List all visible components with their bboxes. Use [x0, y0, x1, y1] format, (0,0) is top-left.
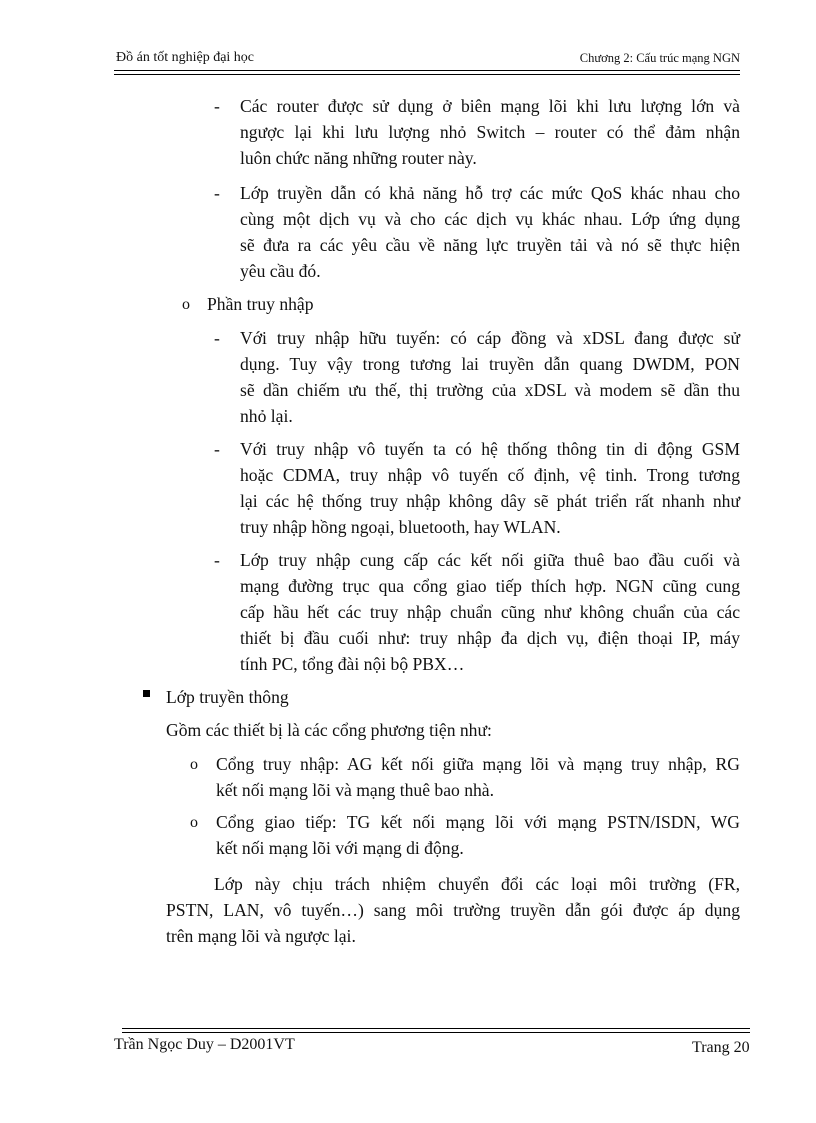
text-line: cấp hầu hết các truy nhập chuẩn cũng như không chuẩn của các [240, 602, 740, 622]
text-line: truy nhập hồng ngoại, bluetooth, hay WLAN. [240, 517, 561, 537]
section-heading-media: Lớp truyền thông [166, 687, 289, 707]
text-line: Các router được sử dụng ở biên mạng lõi khi lưu lượng lớn và [240, 96, 740, 116]
text-line: lại các hệ thống truy nhập không dây sẽ phát triển rất nhanh như [240, 491, 740, 511]
text-line: nhỏ lại. [240, 406, 293, 426]
dash-bullet: - [214, 439, 220, 459]
text-line: PSTN, LAN, vô tuyến…) sang môi trường truyền dẫn gói được áp dụng [166, 900, 740, 920]
text-line: Cổng giao tiếp: TG kết nối mạng lõi với mạng PSTN/ISDN, WG [216, 812, 740, 832]
text-line: thiết bị đầu cuối như: truy nhập đa dịch vụ, điện thoại IP, máy [240, 628, 740, 648]
text-line: luôn chức năng những router này. [240, 148, 477, 168]
footer-divider [122, 1028, 750, 1033]
header-document-title: Đồ án tốt nghiệp đại học [116, 50, 255, 65]
text-line: Với truy nhập vô tuyến ta có hệ thống thông tin di động GSM [240, 439, 740, 459]
header-divider [114, 70, 740, 75]
text-line: cùng một dịch vụ và cho các dịch vụ khác nhau. Lớp ứng dụng [240, 209, 740, 229]
text-line: ngược lại khi lưu lượng nhỏ Switch – router có thể đảm nhận [240, 122, 740, 142]
footer-page-number: Trang 20 [692, 1039, 750, 1056]
text-line: Với truy nhập hữu tuyến: có cáp đồng và xDSL đang được sử [240, 328, 740, 348]
text-line: Lớp này chịu trách nhiệm chuyển đổi các loại môi trường (FR, [214, 874, 740, 894]
header-chapter-title: Chương 2: Cấu trúc mạng NGN [579, 51, 740, 65]
square-bullet-icon [143, 690, 150, 697]
circle-bullet-icon: o [190, 756, 198, 773]
circle-bullet-icon: o [190, 814, 198, 831]
text-line: Lớp truy nhập cung cấp các kết nối giữa thuê bao đầu cuối và [240, 550, 740, 570]
text-line: Lớp truyền dẫn có khả năng hỗ trợ các mức QoS khác nhau cho [240, 183, 740, 203]
section-heading-access: Phần truy nhập [207, 294, 314, 314]
text-line: yêu cầu đó. [240, 261, 321, 281]
text-line: hoặc CDMA, truy nhập vô tuyến cố định, vệ tinh. Trong tương [240, 465, 740, 485]
circle-bullet-icon: o [182, 296, 190, 313]
media-intro: Gồm các thiết bị là các cổng phương tiện như: [166, 720, 492, 740]
dash-bullet: - [214, 550, 220, 570]
text-line: dụng. Tuy vậy trong tương lai truyền dẫn quang DWDM, PON [240, 354, 740, 374]
text-line: tính PC, tổng đài nội bộ PBX… [240, 654, 465, 674]
dash-bullet: - [214, 183, 220, 203]
text-line: kết nối mạng lõi và mạng thuê bao nhà. [216, 780, 495, 800]
text-line: trên mạng lõi và ngược lại. [166, 926, 356, 946]
text-line: sẽ dần chiếm ưu thế, thị trường của xDSL và modem sẽ dần thu [240, 380, 740, 400]
dash-bullet: - [214, 96, 220, 116]
dash-bullet: - [214, 328, 220, 348]
text-line: kết nối mạng lõi với mạng di động. [216, 838, 464, 858]
text-line: Cổng truy nhập: AG kết nối giữa mạng lõi và mạng truy nhập, RG [216, 754, 740, 774]
text-line: mạng đường trục qua cổng giao tiếp thích hợp. NGN cũng cung [240, 576, 740, 596]
footer-author: Trần Ngọc Duy – D2001VT [114, 1036, 295, 1053]
text-line: sẽ đưa ra các yêu cầu về năng lực truyền tải và nó sẽ thực hiện [240, 235, 740, 255]
